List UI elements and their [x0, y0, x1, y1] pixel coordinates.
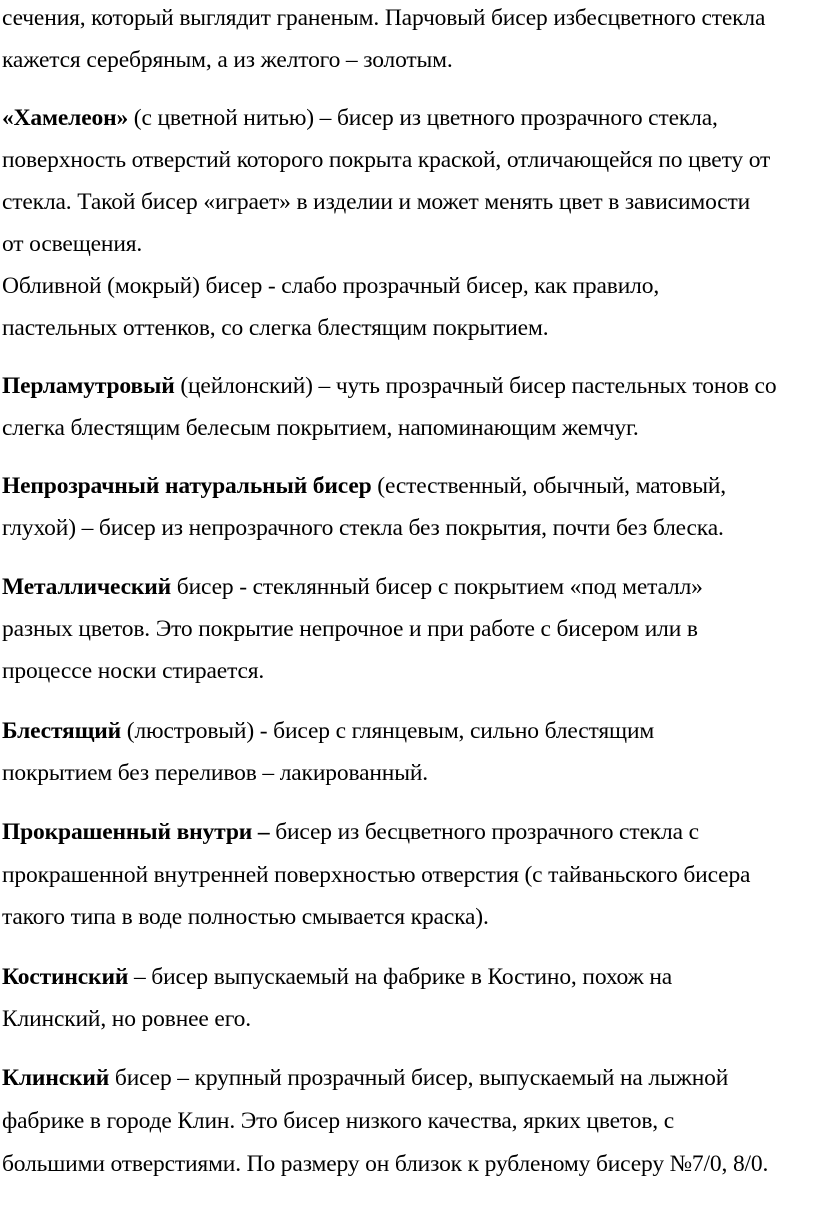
text-line: разных цветов. Это покрытие непрочное и при работе с бисером или в: [2, 616, 698, 642]
text-line: такого типа в воде полностью смывается краска).: [2, 904, 489, 930]
definition-text: (цейлонский) – чуть прозрачный бисер пастельных тонов со: [174, 373, 777, 399]
text-line: пастельных оттенков, со слегка блестящим покрытием.: [2, 315, 549, 341]
text-line: поверхность отверстий которого покрыта краской, отличающейся по цвету от: [2, 147, 771, 173]
term-pearl: Перламутровый: [2, 373, 175, 399]
term-opaque: Непрозрачный натуральный бисер: [2, 473, 372, 499]
text-line: стекла. Такой бисер «играет» в изделии и может менять цвет в зависимости: [2, 189, 751, 215]
text-line: фабрике в городе Клин. Это бисер низкого качества, ярких цветов, с: [2, 1108, 675, 1134]
text-line: большими отверстиями. По размеру он близок к рубленому бисеру №7/0, 8/0.: [2, 1151, 769, 1177]
term-painted-inside: Прокрашенный внутри –: [2, 819, 270, 845]
paragraph-opaque: [2, 471, 726, 501]
term-shiny: Блестящий: [2, 718, 122, 744]
term-metallic: Металлический: [2, 574, 172, 600]
term-chameleon: «Хамелеон»: [2, 105, 129, 131]
term-kostino: Костинский: [2, 964, 129, 990]
definition-text: – бисер выпускаемый на фабрике в Костино, похож на: [128, 964, 673, 990]
term-klin: Клинский: [2, 1065, 110, 1091]
definition-text: бисер - стеклянный бисер с покрытием «под металл»: [171, 574, 703, 600]
text-line: Обливной (мокрый) бисер - слабо прозрачный бисер, как правило,: [2, 273, 660, 299]
text-line: кажется серебряным, а из желтого – золотым.: [2, 47, 453, 73]
text-line: глухой) – бисер из непрозрачного стекла без покрытия, почти без блеска.: [2, 515, 724, 541]
paragraph-klin: [2, 1063, 728, 1093]
text-line: сечения, который выглядит граненым. Парчовый бисер изб​есцветного стекла: [2, 5, 766, 31]
text-line: слегка блестящим белесым покрытием, напоминающим жемчуг.: [2, 415, 639, 441]
definition-text: бисер – крупный прозрачный бисер, выпускаемый на лыжной: [109, 1065, 729, 1091]
text-line: Клинский, но ровнее его.: [2, 1006, 251, 1032]
paragraph-metallic: [2, 572, 703, 602]
paragraph-chameleon: [2, 103, 718, 133]
definition-text: (люстровый) - бисер с глянцевым, сильно блестящим: [121, 718, 655, 744]
paragraph-pearl: [2, 371, 776, 401]
definition-text: бисер из бесцветного прозрачного стекла с: [269, 819, 699, 845]
text-line: покрытием без переливов – лакированный.: [2, 760, 429, 786]
definition-text: (с цветной нитью) – бисер из цветного прозрачного стекла,: [128, 105, 718, 131]
text-line: процессе носки стирается.: [2, 658, 265, 684]
definition-text: (естественный, обычный, матовый,: [371, 473, 726, 499]
paragraph-painted-inside: [2, 817, 699, 847]
paragraph-kostino: [2, 962, 672, 992]
paragraph-shiny: [2, 716, 654, 746]
text-line: прокрашенной внутренней поверхностью отверстия (с тайваньского бисера: [2, 862, 751, 888]
text-line: от освещения.: [2, 231, 143, 257]
